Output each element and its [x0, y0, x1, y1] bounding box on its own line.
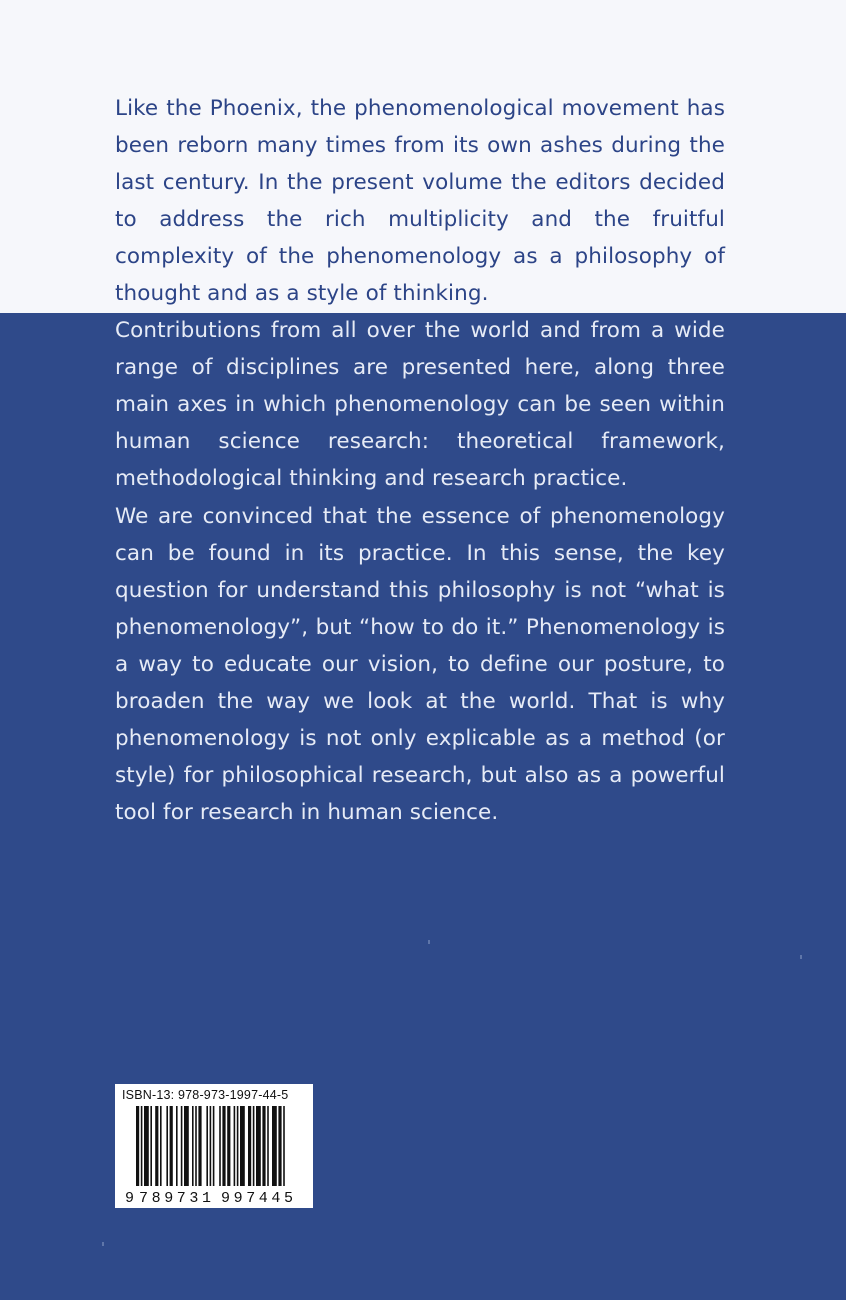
- barcode-bar: [248, 1106, 251, 1186]
- barcode-bar: [283, 1106, 285, 1186]
- barcode-bar: [272, 1106, 277, 1186]
- barcode-bar: [267, 1106, 269, 1186]
- barcode-bar: [198, 1106, 201, 1186]
- barcode-bar: [195, 1106, 197, 1186]
- barcode-bar: [234, 1106, 236, 1186]
- speck-decoration: [428, 940, 430, 944]
- barcode-bar: [256, 1106, 261, 1186]
- speck-decoration: [102, 1242, 104, 1246]
- barcode-bar: [222, 1106, 225, 1186]
- barcode-image: [123, 1106, 307, 1204]
- barcode-bar: [210, 1106, 212, 1186]
- essence-paragraph: We are convinced that the essence of phenomenology can be found in its practice. In this sense, the key question for understand this philosophy is not “what is phenomenology”, but “how to do it.” Phenomenology is a way to educate our vision, to define our posture, to broaden the way we look at the world. That is why phenomenology is not only explicable as a method (or style) for philosophical research, but also as a powerful tool for research in human science.: [115, 504, 725, 825]
- barcode-bar: [240, 1106, 245, 1186]
- speck-decoration: [800, 955, 802, 959]
- barcode-bar: [227, 1106, 230, 1186]
- barcode-bar: [181, 1106, 183, 1186]
- intro-paragraph: Like the Phoenix, the phenomenological movement has been reborn many times from its own ashes during the last century. In the present volume the editors decided to address the rich multiplicity and the fruitful complexity of the phenomenology as a philosophy of thought and as a style of thinking.: [115, 96, 725, 306]
- barcode-lead-digit: 9: [125, 1190, 135, 1204]
- barcode-bar: [237, 1106, 239, 1186]
- barcode-bar: [136, 1106, 139, 1186]
- barcode-bar: [141, 1106, 143, 1186]
- barcode-bar: [219, 1106, 221, 1186]
- contributions-paragraph: Contributions from all over the world and from a wide range of disciplines are presented here, along three main axes in which phenomenology can be seen within human science research: theoretical framework, methodological thinking and research practice.: [115, 318, 725, 491]
- barcode-bar: [262, 1106, 265, 1186]
- barcode-bar: [166, 1106, 168, 1186]
- barcode-left-digits: 789731: [139, 1190, 211, 1204]
- barcode-bar: [176, 1106, 178, 1186]
- barcode-label: [115, 1084, 313, 1208]
- barcode-bar: [155, 1106, 158, 1186]
- barcode-bar: [184, 1106, 189, 1186]
- barcode-bar: [253, 1106, 255, 1186]
- barcode-bar: [192, 1106, 194, 1186]
- barcode-right-digits: 997445: [221, 1190, 293, 1204]
- barcode-bar: [170, 1106, 173, 1186]
- barcode-bar: [278, 1106, 281, 1186]
- barcode-bar: [206, 1106, 208, 1186]
- barcode-bar: [150, 1106, 152, 1186]
- barcode-bar: [213, 1106, 215, 1186]
- barcode-bar: [144, 1106, 149, 1186]
- barcode-bar: [160, 1106, 162, 1186]
- isbn-text: ISBN-13: 978-973-1997-44-5: [122, 1088, 289, 1102]
